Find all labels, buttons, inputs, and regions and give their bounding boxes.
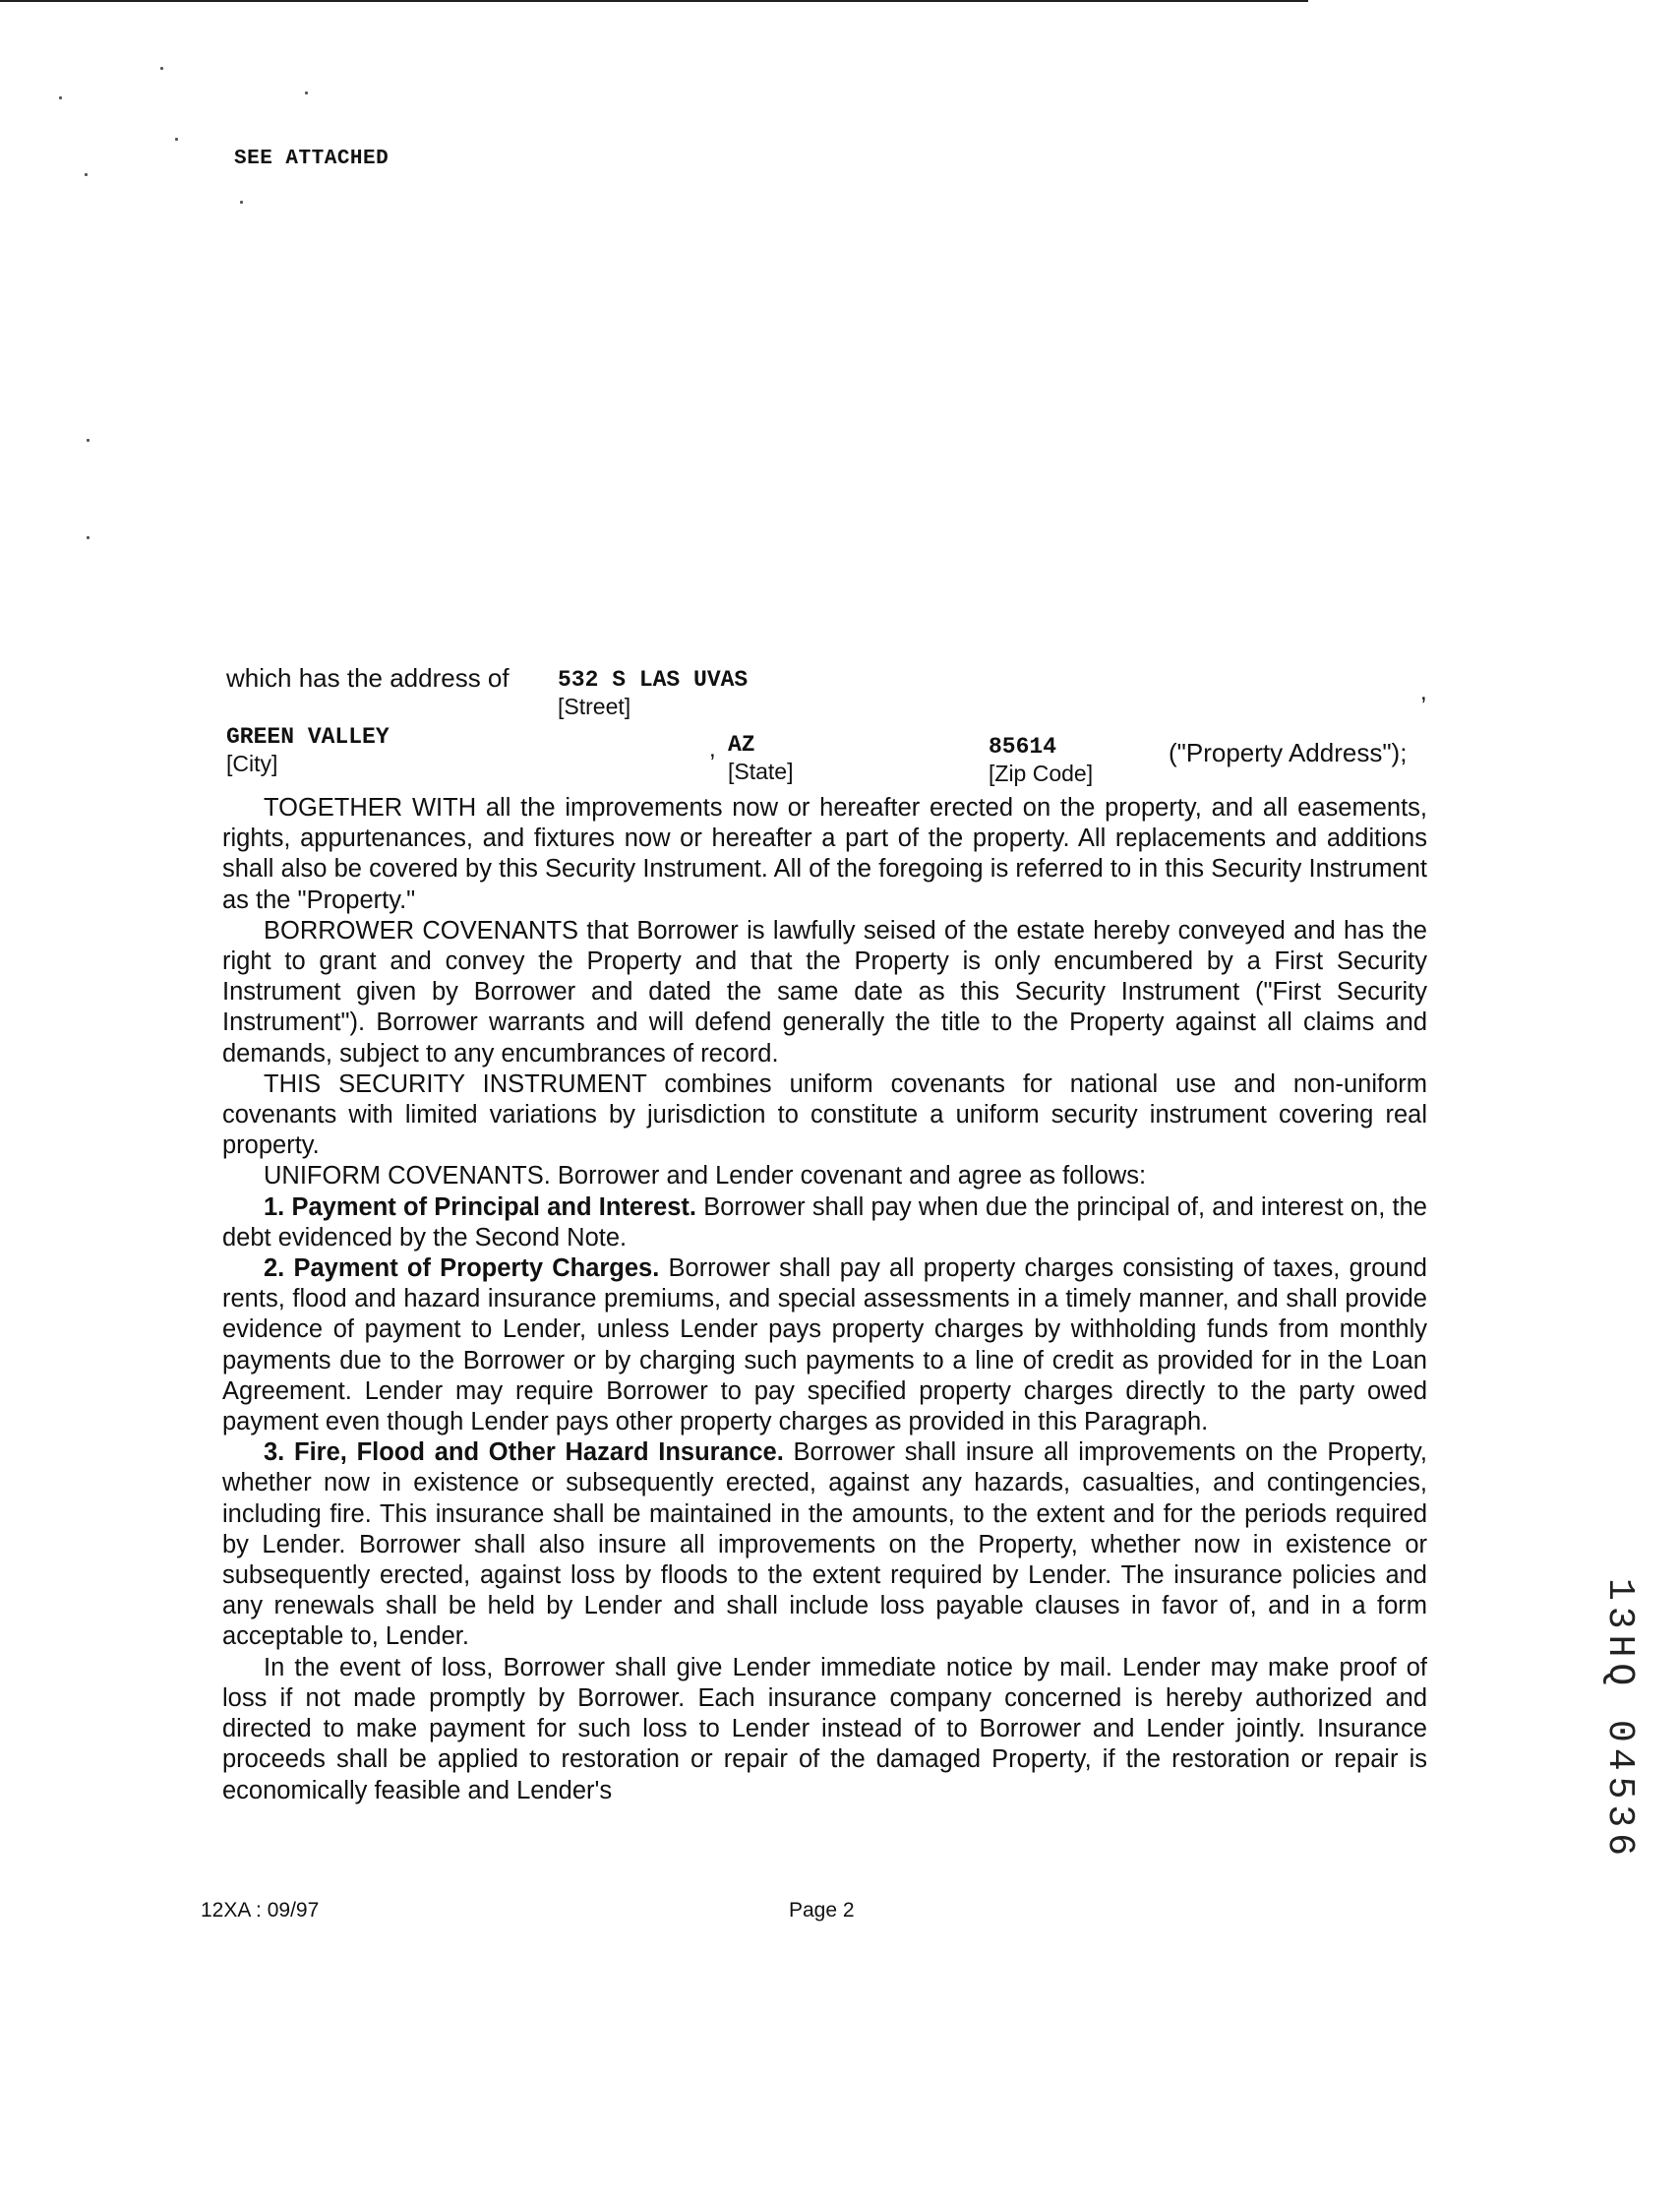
- scan-speck: [85, 173, 88, 176]
- state-value: AZ: [728, 732, 755, 758]
- property-address-label: ("Property Address");: [1169, 738, 1408, 767]
- zip-value: 85614: [989, 734, 1057, 760]
- see-attached-note: SEE ATTACHED: [234, 148, 390, 170]
- together-with-paragraph: TOGETHER WITH all the improvements now or hereafter erected on the property, and all easements, rights, appurtenances, and fixtures now or hereafter a part of the property. All replacements and additions shall also be covered by this Security Instrument. All of the foregoing is referred to in this Security Instrument as the "Property.": [222, 794, 1427, 914]
- city-value: GREEN VALLEY: [226, 724, 390, 750]
- instrument-body: [222, 793, 1427, 1806]
- this-security-instrument-paragraph: THIS SECURITY INSTRUMENT combines uniform covenants for national use and non-uniform covenants with limited variations by jurisdiction to constitute a uniform security instrument covering real property.: [222, 1069, 1427, 1160]
- scan-speck: [87, 439, 90, 442]
- state-label: [State]: [728, 759, 794, 784]
- scan-speck: [305, 92, 308, 94]
- top-scan-edge: [0, 0, 1308, 2]
- scan-speck: [160, 67, 163, 70]
- scan-speck: [87, 536, 90, 539]
- covenant-3-paragraph: [222, 1437, 1427, 1652]
- uniform-covenants-paragraph: UNIFORM COVENANTS. Borrower and Lender covenant and agree as follows:: [264, 1162, 1147, 1191]
- street-value: 532 S LAS UVAS: [558, 667, 749, 693]
- covenant-2-title: 2. Payment of Property Charges.: [264, 1254, 660, 1283]
- scan-speck: [175, 138, 178, 141]
- covenant-3-body: Borrower shall insure all improvements on the Property, whether now in existence or subsequently erected, against any hazards, casualties, and contingencies, including fire. This insurance shall be maintained in the amounts, to the extent and for the periods required by Lender. Borrower shall also insure all improvements on the Property, whether now in existence or subsequently erected, against loss by floods to the extent required by Lender. The insurance policies and any renewals shall be held by Lender and shall include loss payable clauses in favor of, and in a form acceptable to, Lender.: [222, 1438, 1427, 1651]
- covenant-1-body: Borrower shall pay when due the principal of, and interest on, the debt evidenced by the Second Note.: [222, 1192, 1427, 1252]
- side-recording-stamp: 13HQ 04536: [1598, 1578, 1641, 1862]
- city-label: [City]: [226, 751, 278, 776]
- scan-speck: [240, 201, 243, 204]
- zip-label: [Zip Code]: [989, 761, 1094, 786]
- scan-speck: [59, 96, 62, 99]
- page-number: Page 2: [789, 1899, 855, 1922]
- address-lead-text: which has the address of: [226, 663, 510, 693]
- event-of-loss-paragraph: In the event of loss, Borrower shall give Lender immediate notice by mail. Lender may make proof of loss if not made promptly by Borrower. Each insurance company concerned is hereby authorized and directed to make payment for such loss to Lender instead of to Borrower and Lender jointly. Insurance proceeds shall be applied to restoration or repair of the damaged Property, if the restoration or repair is economically feasible and Lender's: [222, 1653, 1427, 1804]
- address-comma: ,: [1420, 679, 1427, 705]
- covenant-2-paragraph: [222, 1253, 1427, 1437]
- covenant-3-title: 3. Fire, Flood and Other Hazard Insurance.: [264, 1438, 784, 1467]
- street-label: [Street]: [558, 694, 631, 719]
- covenant-2-body: Borrower shall pay all property charges consisting of taxes, ground rents, flood and hazard insurance premiums, and special assessments in a timely manner, and shall provide evidence of payment to Lender, unless Lender pays property charges by withholding funds from monthly payments due to the Borrower or by charging such payments to a line of credit as provided for in the Loan Agreement. Lender may require Borrower to pay specified property charges directly to the party owed payment even though Lender pays other property charges as provided in this Paragraph.: [222, 1254, 1427, 1436]
- covenant-1-title: 1. Payment of Principal and Interest.: [264, 1192, 696, 1221]
- covenant-1-paragraph: [222, 1192, 1427, 1253]
- form-code: 12XA : 09/97: [201, 1899, 320, 1922]
- borrower-covenants-paragraph: BORROWER COVENANTS that Borrower is lawfully seised of the estate hereby conveyed and has the right to grant and convey the Property and that the Property is only encumbered by a First Security Instrument given by Borrower and dated the same date as this Security Instrument ("First Security Instrument"). Borrower warrants and will defend generally the title to the Property against all claims and demands, subject to any encumbrances of record.: [222, 916, 1427, 1068]
- state-comma: ,: [709, 736, 716, 763]
